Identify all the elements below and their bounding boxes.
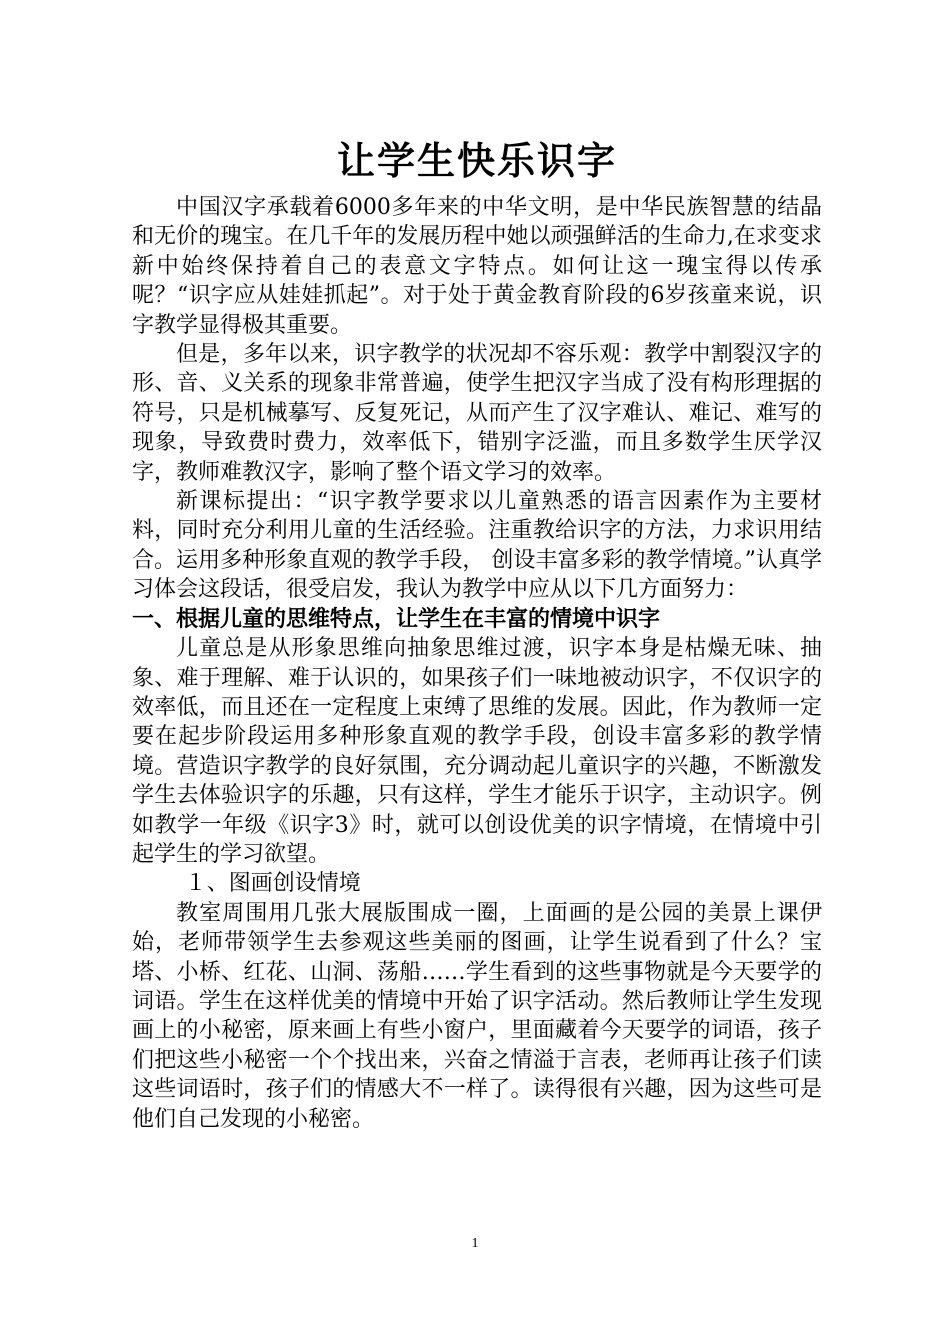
subsection-heading-1: １、图画创设情境 bbox=[184, 871, 361, 897]
section-1-paragraph: 儿童总是从形象思维向抽象思维过渡，识字本身是枯燥无味、抽象、难于理解、难于认识的，如果孩子们一味地被动识字，不仅识字的效率低，而且还在一定程度上束缚了思维的发展。因此，作为教师一定要在起步阶段运用多种形象直观的教学手段，创设丰富多彩的教学情境。营造识字教学的良好氛围，充分调动起儿童识字的兴趣，不断激发学生去体验识字的乐趣，只有这样，学生才能乐于识字，主动识字。例如教学一年级《识字3》时，就可以创设优美的识字情境，在情境中引起学生的学习欲望。 bbox=[132, 636, 822, 867]
paragraph-intro: 中国汉字承载着6000多年来的中华文明，是中华民族智慧的结晶和无价的瑰宝。在几千年的发展历程中她以顽强鲜活的生命力,在求变求新中始终保持着自己的表意文字特点。如何让这一瑰宝得以传承呢？“识字应从娃娃抓起”。对于处于黄金教育阶段的6岁孩童来说，识字教学显得极其重要。 bbox=[132, 195, 822, 338]
paragraph-problem: 但是，多年以来，识字教学的状况却不容乐观：教学中割裂汉字的形、音、义关系的现象非常普遍，使学生把汉字当成了没有构形理据的符号，只是机械摹写、反复死记，从而产生了汉字难认、难记、难写的现象，导致费时费力，效率低下，错别字泛滥，而且多数学生厌学汉字，教师难教汉字，影响了整个语文学习的效率。 bbox=[132, 342, 822, 485]
section-heading-1: 一、根据儿童的思维特点，让学生在丰富的情境中识字 bbox=[132, 606, 661, 632]
page-number: 1 bbox=[471, 1236, 479, 1251]
paragraph-curriculum: 新课标提出：“识字教学要求以儿童熟悉的语言因素作为主要材料，同时充分利用儿童的生活经验。注重教给识字的方法，力求识用结合。运用多种形象直观的教学手段， 创设丰富多彩的教学情境。”认真学习体会这段话，很受启发，我认为教学中应从以下几方面努力： bbox=[132, 489, 822, 603]
subsection-1-paragraph: 教室周围用几张大展版围成一圈，上面画的是公园的美景上课伊始，老师带领学生去参观这些美丽的图画，让学生说看到了什么？宝塔、小桥、红花、山洞、荡船……学生看到的这些事物就是今天要学的词语。学生在这样优美的情境中开始了识字活动。然后教师让学生发现画上的小秘密，原来画上有些小窗户，里面藏着今天要学的词语，孩子们把这些小秘密一个个找出来，兴奋之情溢于言表，老师再让孩子们读这些词语时，孩子们的情感大不一样了。读得很有兴趣，因为这些可是他们自己发现的小秘密。 bbox=[132, 900, 822, 1132]
document-title: 让学生快乐识字 bbox=[336, 139, 617, 183]
document-page bbox=[132, 135, 822, 1134]
